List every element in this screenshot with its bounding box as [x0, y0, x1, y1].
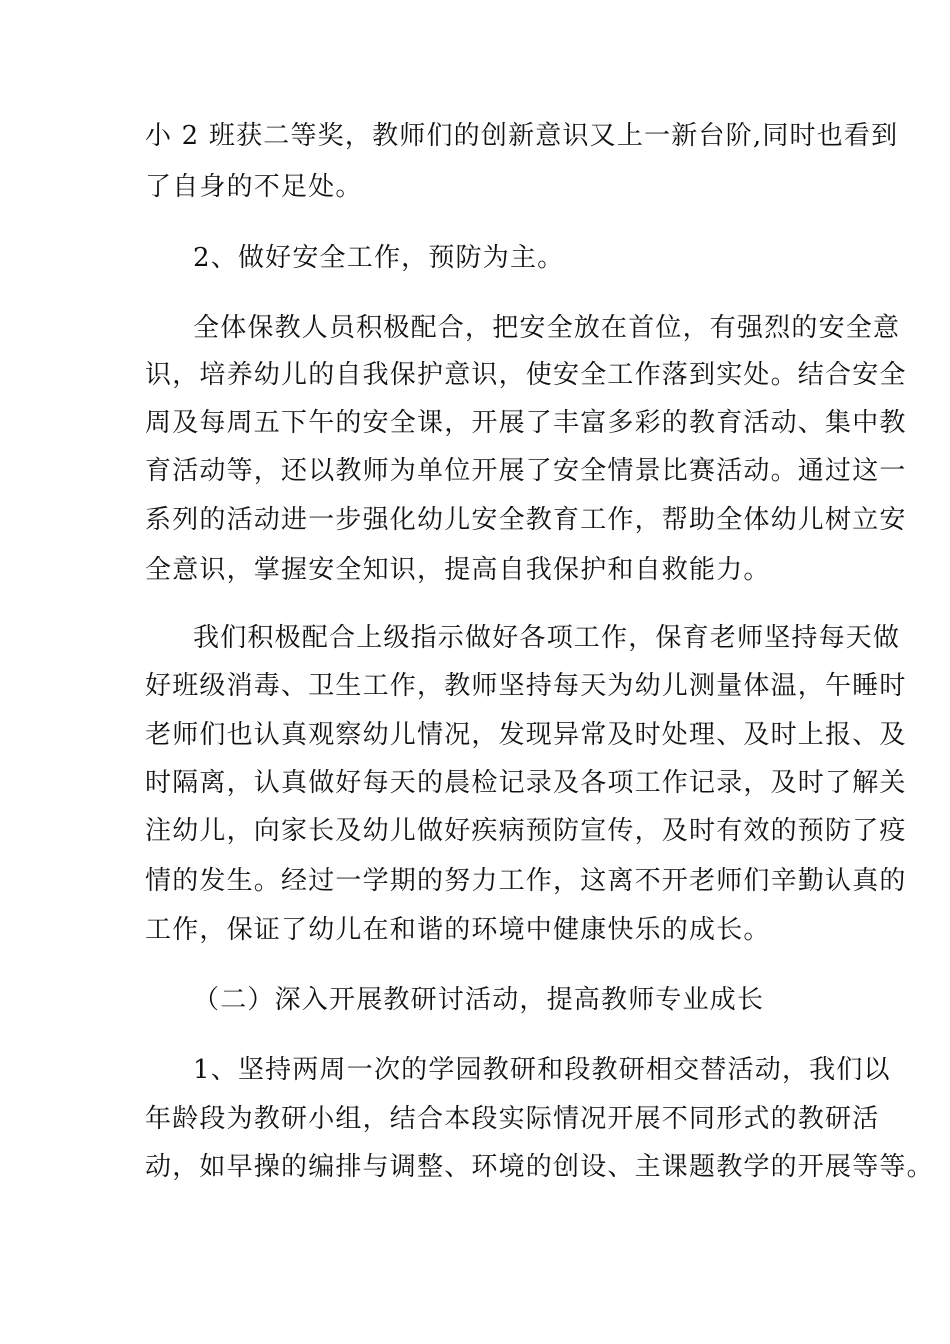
- paragraph-line: 年龄段为教研小组，结合本段实际情况开展不同形式的教研活: [145, 1104, 880, 1134]
- paragraph-line: 小 2 班获二等奖，教师们的创新意识又上一新台阶,同时也看到: [145, 121, 899, 151]
- paragraph-line: 时隔离，认真做好每天的晨检记录及各项工作记录，及时了解关: [145, 768, 907, 798]
- paragraph-line: 了自身的不足处。: [145, 172, 363, 202]
- section-heading: 2、做好安全工作，预防为主。: [193, 243, 565, 273]
- paragraph-line: 好班级消毒、卫生工作，教师坚持每天为幼儿测量体温，午睡时: [145, 671, 907, 701]
- paragraph-line: 注幼儿，向家长及幼儿做好疾病预防宣传，及时有效的预防了疫: [145, 816, 907, 846]
- paragraph-line: 老师们也认真观察幼儿情况，发现异常及时处理、及时上报、及: [145, 720, 907, 750]
- paragraph-line: 周及每周五下午的安全课，开展了丰富多彩的教育活动、集中教: [145, 408, 907, 438]
- paragraph-line: 工作，保证了幼儿在和谐的环境中健康快乐的成长。: [145, 915, 771, 945]
- section-heading: （二）深入开展教研讨活动，提高教师专业成长: [193, 985, 765, 1015]
- paragraph-line: 全体保教人员积极配合，把安全放在首位，有强烈的安全意: [193, 313, 901, 343]
- paragraph-line: 我们积极配合上级指示做好各项工作，保育老师坚持每天做: [193, 623, 901, 653]
- paragraph-line: 系列的活动进一步强化幼儿安全教育工作，帮助全体幼儿树立安: [145, 505, 907, 535]
- paragraph-line: 全意识，掌握安全知识，提高自我保护和自救能力。: [145, 555, 771, 585]
- paragraph-line: 1、坚持两周一次的学园教研和段教研相交替活动，我们以: [193, 1055, 891, 1085]
- paragraph-line: 动，如早操的编排与调整、环境的创设、主课题教学的开展等等。: [145, 1152, 934, 1182]
- paragraph-line: 情的发生。经过一学期的努力工作，这离不开老师们辛勤认真的: [145, 866, 907, 896]
- paragraph-line: 育活动等，还以教师为单位开展了安全情景比赛活动。通过这一: [145, 456, 907, 486]
- paragraph-line: 识，培养幼儿的自我保护意识，使安全工作落到实处。结合安全: [145, 360, 907, 390]
